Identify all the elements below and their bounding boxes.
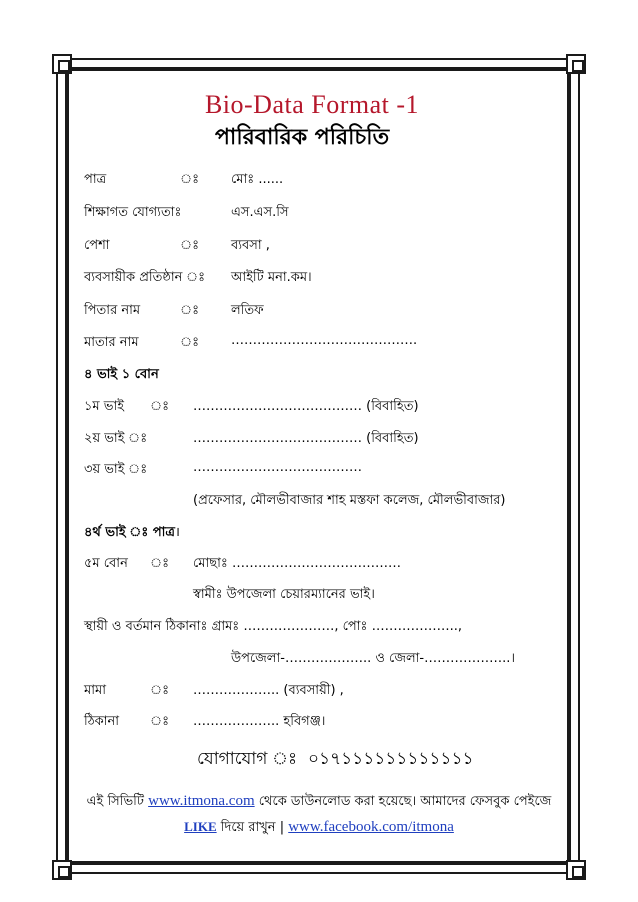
sibling-value-b1: ………………………………… (বিবাহিত) [193, 399, 419, 414]
facebook-page-link[interactable]: www.facebook.com/itmona [288, 819, 454, 835]
footer-middle: থেকে ডাউনলোড করা হয়েছে। আমাদের ফেসবুক পেইজে [258, 794, 552, 809]
field-label-business: ব্যবসায়ীক প্রতিষ্ঠান ঃ [84, 270, 206, 285]
document-subtitle: পারিবারিক পরিচিতি [215, 125, 390, 150]
field-separator: ঃ [150, 556, 170, 571]
field-value-profession: ব্যবসা , [231, 238, 270, 253]
corner-ornament-icon [52, 860, 72, 880]
like-link[interactable]: LIKE [184, 819, 217, 834]
uncle-address-label: ঠিকানা [84, 714, 120, 729]
sibling-value-b2: ………………………………… (বিবাহিত) [193, 431, 419, 446]
field-separator: ঃ [180, 335, 200, 350]
footer-prefix: এই সিভিটি [86, 794, 144, 809]
field-label-father: পিতার নাম [84, 303, 141, 318]
sibling-label-b1: ১ম ভাই [84, 399, 125, 414]
field-label-profession: পেশা [84, 238, 110, 253]
field-label-mother: মাতার নাম [84, 335, 139, 350]
field-separator: ঃ [150, 683, 170, 698]
sibling-b4 [84, 522, 180, 544]
field-value-father: লতিফ [231, 303, 264, 318]
footer-line-2 [0, 818, 638, 839]
footer-line-1 [0, 792, 638, 813]
corner-ornament-icon [566, 860, 586, 880]
corner-ornament-icon [566, 54, 586, 74]
uncle-address-value: ……………….. হবিগঞ্জ। [193, 714, 326, 729]
sibling-label-b4: ৪র্থ ভাই ঃ পাত্র [84, 525, 175, 540]
uncle-value: ……………….. (ব্যবসায়ী) , [193, 683, 344, 698]
footer-middle-2: দিয়ে রাখুন | [220, 820, 285, 835]
itmona-site-link[interactable]: www.itmona.com [148, 793, 255, 809]
address-line-1: স্থায়ী ও বর্তমান ঠিকানাঃ গ্রামঃ …………………, পোঃ ……………….., [84, 619, 462, 634]
sibling-label-s5: ৫ম বোন [84, 556, 128, 571]
field-value-patra: মোঃ ...... [231, 172, 284, 187]
field-separator: ঃ [150, 714, 170, 729]
sibling-value-s5: মোছাঃ ………………………………… [193, 556, 401, 571]
field-separator: ঃ [180, 172, 200, 187]
document-title: Bio-Data Format -1 [204, 90, 420, 119]
address-line-2: উপজেলা-……………….. ও জেলা-………………..। [231, 651, 516, 666]
sibling-value-b3: ………………………………… [193, 460, 362, 475]
field-value-education: এস.এস.সি [231, 205, 289, 220]
corner-ornament-icon [52, 54, 72, 74]
field-value-mother: ……………………………………. [231, 333, 418, 348]
field-label-patra: পাত্র [84, 172, 107, 187]
field-separator: ঃ [180, 303, 200, 318]
contact-number: ০১৭১১১১১১১১১১১১ [308, 749, 474, 769]
field-label-education: শিক্ষাগত যোগ্যতাঃ [84, 205, 182, 220]
sibling-b4-tail: । [174, 525, 180, 540]
field-value-business: আইটি মনা.কম। [231, 270, 312, 285]
uncle-label: মামা [84, 683, 106, 698]
sibling-husband-s5: স্বামীঃ উপজেলা চেয়ারম্যানের ভাই। [193, 587, 375, 602]
contact-label: যোগাযোগ ঃ [197, 749, 298, 769]
sibling-detail-b3: (প্রফেসার, মৌলভীবাজার শাহ মস্তফা কলেজ, মৌলভীবাজার) [193, 493, 506, 508]
field-separator: ঃ [180, 238, 200, 253]
sibling-label-b3: ৩য় ভাই ঃ [84, 462, 148, 477]
siblings-heading: ৪ ভাই ১ বোন [84, 367, 159, 382]
sibling-label-b2: ২য় ভাই ঃ [84, 431, 148, 446]
field-separator: ঃ [150, 399, 170, 414]
